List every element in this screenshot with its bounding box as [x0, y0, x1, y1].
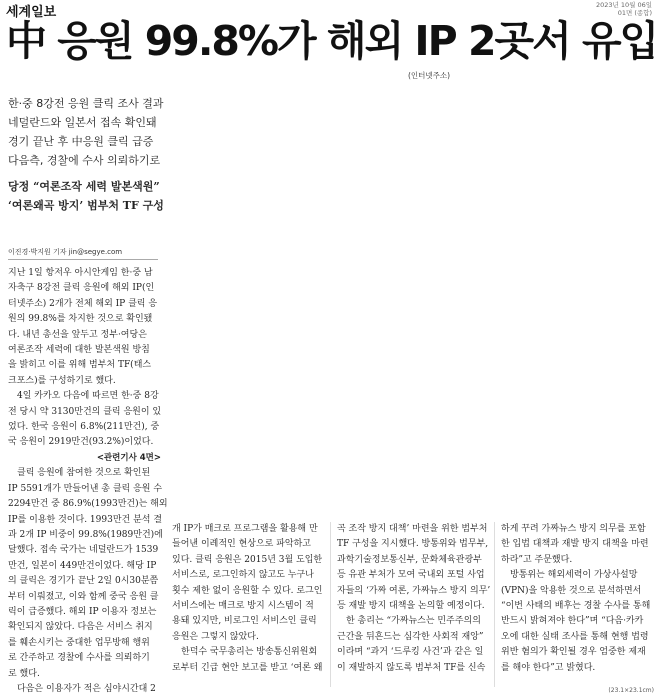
article-line: 여론조작 세력에 대한 발본색원 방침: [8, 345, 150, 356]
article-line: 하라”고 주문했다.: [501, 554, 573, 565]
subhead-line: 경기 끝난 후 中응원 클릭 급증: [8, 135, 154, 148]
article-line: 2294만건 중 86.9%(1993만건)는 해외: [8, 499, 168, 510]
article-line: 클릭 응원에 참여한 것으로 확인된: [8, 468, 151, 479]
article-line: 릭이 급증했다. 해외 IP 이용자 정보는: [8, 606, 157, 617]
column-divider: [330, 522, 331, 687]
article-line: 를 해야 한다”고 밝혔다.: [501, 662, 596, 673]
related-article-ref: <관련기사 4면>: [96, 452, 161, 463]
subhead-line: 다음측, 경찰에 수사 의뢰하기로: [8, 154, 161, 167]
article-column-2: [172, 522, 322, 676]
article-line: 로 했다.: [8, 668, 40, 679]
article-line: 만건, 일본이 449만건이었다. 해당 IP: [8, 560, 157, 571]
subheads: [8, 94, 208, 215]
headline: 中 응원 99.8%가 해외 IP 2곳서 유입: [6, 17, 658, 65]
article-column-4: [501, 522, 651, 676]
article-line: 용돼 있지만, 비로그인 서비스인 클릭: [172, 616, 317, 627]
article-line: 횟수 제한 없이 응원할 수 있다. 로그인: [172, 585, 323, 596]
article-line: TF 구성을 지시했다. 방통위와 법무부,: [337, 539, 489, 550]
article-line: 로 간주하고 경찰에 수사를 의뢰하기: [8, 653, 150, 664]
article-line: 를 훼손시키는 중대한 업무방해 행위: [8, 637, 150, 648]
byline: 이진경·박지원 기자 jin@segye.com: [8, 247, 158, 260]
article-line: 서비스에는 매크로 방지 시스템이 적: [172, 601, 314, 612]
article-line: 반드시 밝혀져야 한다”며 “다음·카카: [501, 616, 644, 627]
article-line: 있다. 클릭 응원은 2015년 3월 도입한: [172, 554, 323, 565]
article-line: 의 클릭은 경기가 끝난 2일 0시30분쯤: [8, 576, 159, 587]
subhead-group-1: [8, 94, 208, 170]
headline-note: (인터넷주소): [408, 71, 451, 80]
article-line: 지난 1일 항저우 아시안게임 한·중 남: [8, 268, 153, 278]
article-line: 방통위는 해외세력이 가상사설망: [501, 570, 638, 581]
subhead-line: ‘여론왜곡 방지’ 범부처 TF 구성: [8, 199, 164, 212]
article-line: 다. 내년 총선을 앞두고 정부·여당은: [8, 329, 147, 340]
article-line: 응원은 그렇지 않았다.: [172, 631, 259, 642]
article-line: 4일 카카오 다음에 따르면 한·중 8강: [8, 391, 159, 402]
article-line: 서비스로, 로그인하지 않고도 누구나: [172, 570, 314, 581]
article-line: 과학기술정보통신부, 문화체육관광부: [337, 554, 482, 565]
article-line: 을 밝히고 이를 위해 범부처 TF(태스: [8, 360, 152, 371]
article-line: 원의 99.8%를 차지한 것으로 확인됐: [8, 314, 153, 325]
page-section: 01면 (종합): [617, 9, 652, 17]
article-line: 크포스)를 구성하기로 했다.: [8, 375, 116, 386]
article-line: 국 응원이 2919만건(93.2%)이었다.: [8, 437, 154, 448]
article-line: 었다. 한국 응원이 6.8%(211만건), 중: [8, 422, 160, 433]
article-line: 다음은 이용자가 적은 심야시간대 2: [8, 683, 156, 694]
article-line: 하게 꾸려 가짜뉴스 방지 의무를 포함: [501, 524, 646, 534]
subhead-line: 한·중 8강전 응원 클릭 조사 결과: [8, 97, 164, 110]
article-line: 들어낸 이례적인 현상으로 파악하고: [172, 539, 311, 550]
article-line: IP 5591개가 만들어낸 총 클릭 응원 수: [8, 483, 163, 494]
article-line: 전 당시 약 3130만건의 클릭 응원이 있: [8, 406, 162, 417]
column-divider: [494, 522, 495, 687]
subhead-group-2: [8, 177, 208, 215]
article-line: “이번 사태의 배후는 경찰 수사를 통해: [501, 601, 651, 612]
article-line: 곡 조작 방지 대책’ 마련을 위한 범부처: [337, 524, 488, 534]
article-line: 등 재발 방지 대책을 논의할 예정이다.: [337, 601, 485, 612]
article-line: 위반 혐의가 확인될 경우 엄중한 제재: [501, 647, 646, 658]
article-line: 부터 이뤄졌고, 이와 함께 중국 응원 클: [8, 591, 159, 602]
subhead-line: 네덜란드와 일본서 접속 확인돼: [8, 116, 157, 129]
article-line: IP를 이용한 것이다. 1993만건 분석 결: [8, 514, 163, 525]
article-line: 확인되지 않았다. 다음은 서비스 취지: [8, 622, 153, 633]
publish-date: 2023년 10월 06일: [595, 1, 652, 9]
article-line: 이 재발하지 않도록 범부처 TF를 신속: [337, 662, 486, 673]
article-line: 한 총리는 “가짜뉴스는 민주주의의: [337, 616, 481, 627]
article-line: 오에 대한 실태 조사를 통해 현행 법령: [501, 631, 649, 642]
newspaper-masthead: 세계일보: [6, 5, 57, 20]
article-line: 자들의 ‘가짜 여론, 가짜뉴스 방지 의무’: [337, 585, 491, 596]
clipping-size: (23.1×23.1cm): [608, 687, 654, 694]
article-line: 자축구 8강전 클릭 응원에 해외 IP(인: [8, 283, 155, 294]
article-line: 터넷주소) 2개가 전체 해외 IP 클릭 응: [8, 298, 158, 309]
article-line: 한덕수 국무총리는 방송통신위원회: [172, 647, 318, 658]
article-line: (VPN)을 악용한 것으로 분석하면서: [501, 585, 642, 596]
article-line: 근간을 뒤흔드는 심각한 사회적 재앙”: [337, 631, 484, 642]
dateline: [596, 1, 652, 17]
article-line: 개 IP가 매크로 프로그램을 활용해 만: [172, 524, 318, 534]
article-line: 로부터 긴급 현안 보고를 받고 ‘여론 왜: [172, 662, 323, 673]
article-line: 이라며 “과거 ‘드루킹 사건’과 같은 일: [337, 647, 484, 658]
article-column-3: [337, 522, 491, 676]
article-column-1: [8, 266, 168, 697]
subhead-line: 당정 “여론조작 세력 발본색원”: [8, 180, 160, 193]
article-line: 과 2개 IP 비중이 99.8%(1989만건)에: [8, 529, 163, 540]
article-line: 한 입법 대책과 재발 방지 대책을 마련: [501, 539, 649, 550]
article-line: 달했다. 접속 국가는 네덜란드가 1539: [8, 545, 159, 556]
article-line: 등 유관 부처가 모여 국내외 포털 사업: [337, 570, 485, 581]
